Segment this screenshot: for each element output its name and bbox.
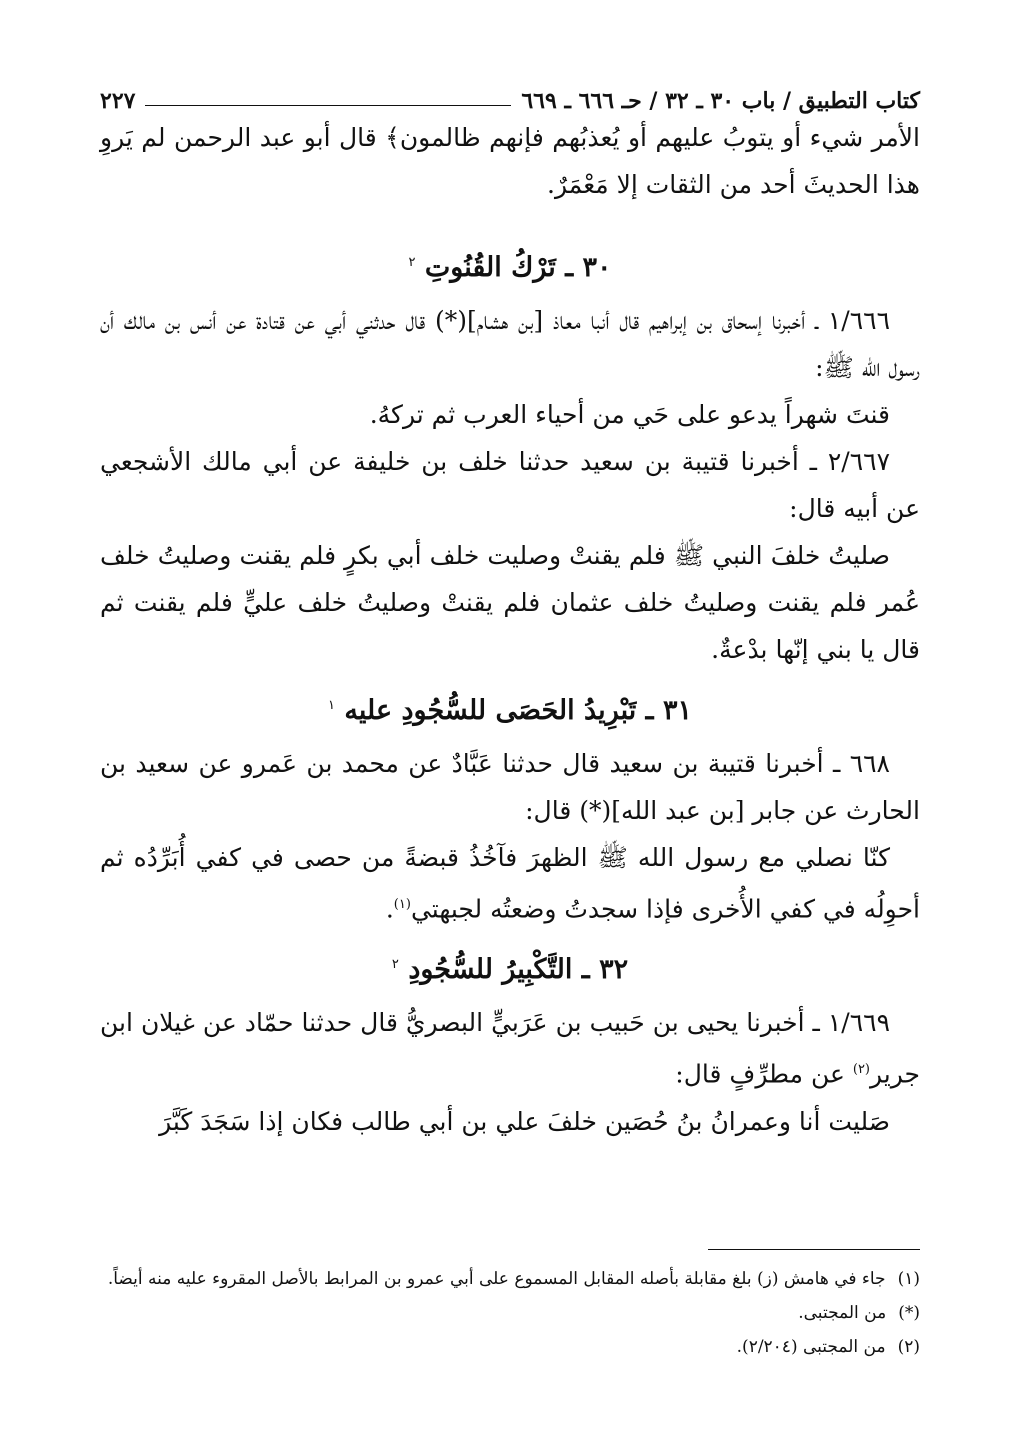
footnote-text: من المجتبى (٢/٢٠٤). xyxy=(736,1337,886,1357)
hadith-isnad-667: ٢/٦٦٧ ـ أخبرنا قتيبة بن سعيد حدثنا خلف بن خليفة عن أبي مالك الأشجعي عن أبيه قال: xyxy=(100,447,920,523)
running-head-title: كتاب التطبيق / باب ٣٠ ـ ٣٢ / حـ ٦٦٦ ـ ٦٦٩ xyxy=(521,88,920,114)
hadith-isnad-668: ٦٦٨ ـ أخبرنا قتيبة بن سعيد قال حدثنا عَبَّادٌ عن محمد بن عَمرو عن سعيد بن الحارث عن جابر [بن عبد الله](*) قال: xyxy=(100,749,920,825)
chapter-heading-31 xyxy=(100,683,920,734)
hadith-matn-669: صَليت أنا وعمرانُ بنُ حُصَين خلفَ علي بن أبي طالب فكان إذا سَجَدَ كَبَّرَ xyxy=(159,1106,890,1136)
chapter-heading-text: ٣١ ـ تَبْرِيدُ الحَصَى للسُّجُودِ عليه xyxy=(344,695,692,726)
matn-end: . xyxy=(385,894,394,924)
footnote-mark: (*) xyxy=(898,1303,920,1323)
hadith-matn-668 xyxy=(100,834,920,932)
hadith-matn-666: قنتَ شهراً يدعو على حَي من أحياء العرب ثم تركهُ. xyxy=(369,400,890,429)
footnote-star xyxy=(100,1296,920,1330)
isnad-text-b: عن مطرِّفٍ قال: xyxy=(675,1059,853,1089)
hadith-isnad-666: ١/٦٦٦ ـ أخبرنا إسحاق بن إبراهيم قال أنبا معاذ [بن هشام](*) قال حدثني أبي عن قتادة عن أنس بن مالك أن رسول الله ﷺ: xyxy=(100,306,920,382)
footnote-text: جاء في هامش (ز) بلغ مقابلة بأصله المقابل المسموع على أبي عمرو بن المرابط بالأصل المقروء عليه منه أيضاً. xyxy=(107,1269,886,1289)
page-number: ٢٢٧ xyxy=(100,88,136,114)
heading-note-mark: ١ xyxy=(328,698,335,713)
running-head xyxy=(100,70,920,114)
footnote-1 xyxy=(100,1262,920,1296)
intro-paragraph: الأمر شيء أو يتوبُ عليهم أو يُعذبُهم فإنهم ظالمون﴾ قال أبو عبد الرحمن لم يَروِ هذا الحديثَ أحد من الثقات إلا مَعْمَرٌ. xyxy=(100,123,920,199)
chapter-heading-30 xyxy=(100,240,920,291)
page-body xyxy=(100,70,920,1145)
footnote-mark: (٢) xyxy=(897,1337,920,1357)
footnote-divider xyxy=(708,1249,920,1250)
footnotes xyxy=(100,1262,920,1364)
hadith-matn-667: صليتُ خلفَ النبي ﷺ فلم يقنتْ وصليت خلف أبي بكرٍ فلم يقنت وصليتُ خلف عُمر فلم يقنت وصليتُ خلف عثمان فلم يقنتْ وصليتُ خلف عليٍّ فلم يقنت ثم قال يا بني إنّها بدْعةٌ. xyxy=(100,541,920,664)
chapter-heading-text: ٣٢ ـ التَّكْبِيرُ للسُّجُودِ xyxy=(408,954,629,986)
footnote-ref-1: (١) xyxy=(393,897,411,912)
footnote-ref-2: (٢) xyxy=(852,1062,870,1078)
isnad-text-a: ١/٦٦٩ ـ أخبرنا يحيى بن حَبيب بن عَرَبيٍّ البصريُّ قال حدثنا حمّاد عن غيلان ابن جرير xyxy=(100,1008,920,1089)
running-head-rule xyxy=(145,105,511,106)
matn-text: كنّا نصلي مع رسول الله ﷺ الظهرَ فآخُذُ قبضةً من حصى في كفي أُبَرِّدُه ثم أحوِلُه في كفي الأُخرى فإذا سجدتُ وضعتُه لجبهتي xyxy=(100,843,920,924)
chapter-heading-text: ٣٠ ـ تَرْكُ القُنُوتِ xyxy=(424,252,612,283)
footnote-2 xyxy=(100,1330,920,1364)
footnote-mark: (١) xyxy=(897,1269,920,1289)
chapter-heading-32 xyxy=(100,942,920,993)
hadith-isnad-669 xyxy=(100,999,920,1097)
footnote-text: من المجتبى. xyxy=(798,1303,887,1323)
heading-note-mark: ٢ xyxy=(391,957,399,973)
heading-note-mark: ٢ xyxy=(408,255,416,270)
